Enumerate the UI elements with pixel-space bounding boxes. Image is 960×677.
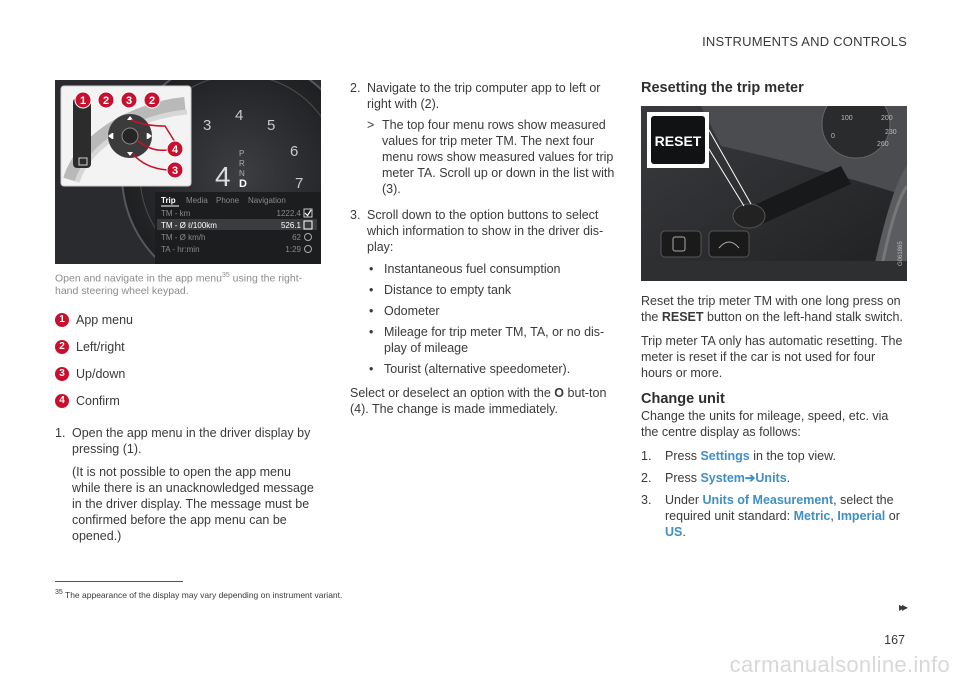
units-menu-label: Units bbox=[755, 471, 787, 485]
step-1-note: (It is not possible to open the app menu while there is an unacknowledged message in the driver display. The message must be confirmed before the app menu can be opened.) bbox=[72, 464, 314, 543]
callout-badge: 4 bbox=[55, 394, 69, 408]
dial-number: 100 bbox=[841, 115, 853, 122]
step-2-result: > The top four menu rows show measured values for trip meter TM. The next four menu rows show measured values for trip meter TA. Scroll up or down in the list with (3). bbox=[367, 118, 615, 196]
speed-digit: 5 bbox=[267, 117, 276, 134]
speed-digit: 4 bbox=[235, 107, 244, 124]
dial-number: 0 bbox=[831, 133, 835, 140]
reset-button-label: RESET bbox=[654, 133, 702, 149]
callout-badge: 1 bbox=[55, 313, 69, 327]
tab-navigation: Navigation bbox=[248, 196, 286, 205]
page-header: INSTRUMENTS AND CONTROLS bbox=[702, 34, 907, 49]
footnote-divider bbox=[55, 581, 183, 582]
callout-badge: 2 bbox=[148, 95, 156, 107]
legend-item: 4 Confirm bbox=[55, 388, 321, 415]
list-item: 2. Press System➔Units. bbox=[641, 471, 791, 485]
trip-row-label: TM - km bbox=[161, 209, 191, 218]
trip-row-value: 1222.4 bbox=[276, 209, 301, 218]
reset-paragraph-2: Trip meter TA only has automatic resetting. The meter is reset if the car is not used for four hours or more. bbox=[641, 334, 903, 380]
speed-digit: 6 bbox=[290, 143, 299, 160]
legend-item: 2 Left/right bbox=[55, 334, 321, 361]
footnote: $^{35}$ The appearance of the display may vary depending on instrument variant. bbox=[55, 589, 343, 600]
stalk-illustration bbox=[641, 106, 907, 281]
reset-paragraph-1: Reset the trip meter TM with one long press on the RESET button on the left-hand stalk switch. bbox=[641, 294, 903, 324]
callout-legend bbox=[55, 307, 321, 415]
unit-intro: Change the units for mileage, speed, etc. via the centre display as follows: bbox=[641, 409, 889, 439]
gear-letter: R bbox=[239, 159, 245, 168]
list-item: • Instantaneous fuel consumption bbox=[367, 261, 616, 277]
list-item: • Odometer bbox=[367, 303, 616, 319]
step-1: 1. Open the app menu in the driver display by pressing (1). (It is not possible to open the app menu while there is an unacknowledged message in the driver display. The message must be confirmed before the app menu can be opened.) bbox=[55, 425, 321, 544]
gear-display: 4 bbox=[215, 161, 231, 192]
legend-item: 3 Up/down bbox=[55, 361, 321, 388]
list-item: 3. Under Units of Measurement, select the required unit standard: Metric, Imperial or US. bbox=[641, 493, 900, 539]
watermark: carmanualsonline.info bbox=[729, 652, 950, 677]
legend-item: 1 App menu bbox=[55, 307, 321, 334]
list-item: 1. Press Settings in the top view. bbox=[641, 449, 836, 463]
image-code: G061865 bbox=[898, 241, 904, 266]
section-heading-change-unit: Change unit bbox=[641, 391, 725, 407]
trip-row-label: TA - hr:min bbox=[161, 245, 200, 254]
trip-row-value: 1:29 bbox=[285, 245, 301, 254]
instrument-illustration bbox=[55, 80, 321, 264]
section-heading-reset: Resetting the trip meter bbox=[641, 80, 804, 96]
gear-letter: N bbox=[239, 169, 245, 178]
tab-trip: Trip bbox=[161, 196, 176, 205]
trip-row-label: TM - Ø ℓ/100km bbox=[161, 221, 217, 230]
speed-digit: 3 bbox=[203, 117, 212, 134]
dial-number: 230 bbox=[885, 129, 897, 136]
tab-media: Media bbox=[186, 196, 208, 205]
column-left bbox=[55, 80, 321, 552]
steering-keypad-figure bbox=[55, 80, 321, 264]
step-3: 3. Scroll down to the option buttons to select which information to show in the driver dis-play: • Instantaneous fuel consumption • Distance to empty tank • Odometer • Mileage for trip meter TM, TA, or no dis-play of mileage • Tourist (alternative speedometer). bbox=[350, 207, 616, 377]
us-option-label: US bbox=[665, 525, 683, 539]
gear-letter: P bbox=[239, 149, 245, 158]
reset-button-figure bbox=[641, 106, 907, 281]
tab-phone: Phone bbox=[216, 196, 240, 205]
dial-number: 260 bbox=[877, 141, 889, 148]
step-2: 2. Navigate to the trip computer app to left or right with (2). > The top four menu rows show measured values for trip meter TM. The next four menu rows show measured values for trip meter TA. Scroll up or down in the list with (3). bbox=[350, 81, 615, 196]
list-item: • Distance to empty tank bbox=[367, 282, 616, 298]
speed-digit: 7 bbox=[295, 175, 304, 192]
next-page-icon: ▸▸ bbox=[898, 600, 905, 614]
unit-steps bbox=[641, 448, 907, 540]
callout-badge: 2 bbox=[102, 95, 110, 107]
settings-menu-label: Settings bbox=[700, 449, 750, 463]
column-middle bbox=[350, 80, 616, 425]
callout-badge: 3 bbox=[171, 165, 179, 177]
select-paragraph: Select or deselect an option with the O but-ton (4). The change is made immediately. bbox=[350, 386, 607, 416]
callout-badge: 4 bbox=[171, 144, 179, 156]
imperial-option-label: Imperial bbox=[837, 509, 886, 523]
callout-badge: 2 bbox=[55, 340, 69, 354]
gear-letter: D bbox=[239, 178, 247, 190]
callout-badge: 3 bbox=[125, 95, 133, 107]
dial-number: 200 bbox=[881, 115, 893, 122]
list-item: • Mileage for trip meter TM, TA, or no dis-play of mileage bbox=[367, 324, 616, 356]
page-number: 167 bbox=[884, 633, 905, 647]
column-right bbox=[641, 80, 907, 546]
trip-row-value: 526.1 bbox=[280, 221, 301, 230]
trip-row-label: TM - Ø km/h bbox=[161, 233, 206, 242]
figure-caption: Open and navigate in the app menu$^{35}$ using the right-hand steering wheel keypad. bbox=[55, 272, 303, 297]
callout-badge: 3 bbox=[55, 367, 69, 381]
trip-row-value: 62 bbox=[292, 233, 301, 242]
footnote-ref: 35 bbox=[221, 272, 230, 279]
metric-option-label: Metric bbox=[793, 509, 831, 523]
option-list bbox=[367, 261, 616, 377]
list-item: • Tourist (alternative speedometer). bbox=[367, 361, 616, 377]
callout-badge: 1 bbox=[79, 95, 87, 107]
units-of-measurement-label: Units of Measurement bbox=[702, 493, 834, 507]
arrow-right-icon: ➔ bbox=[744, 471, 756, 485]
system-menu-label: System bbox=[700, 471, 745, 485]
